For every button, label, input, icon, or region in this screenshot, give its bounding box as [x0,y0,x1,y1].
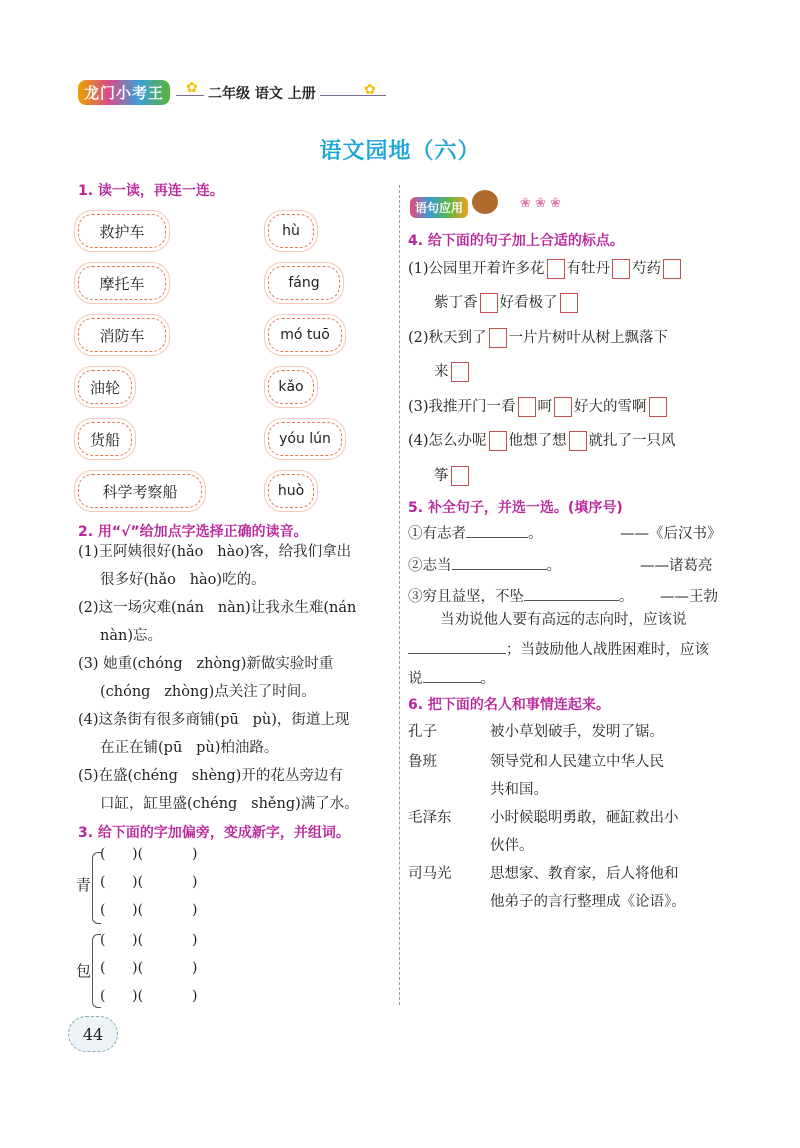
q5-source-1: ——《后汉书》 [620,526,722,542]
q5-item-3: ③穷且益坚，不坠 。 [408,589,634,605]
q5-source-3: ——王勃 [660,589,718,605]
page-title: 语文园地（六） [319,139,481,164]
q3-char-bao: 包 [76,962,92,980]
fill-blank[interactable] [452,569,547,570]
q5-para-2: ；当鼓励他人战胜困难时，应该 [408,636,709,664]
q1-pinyin-card[interactable]: hù [268,214,314,248]
q5-source-2: ——诸葛亮 [640,558,713,574]
q6-event[interactable]: 被小草划破手，发明了锯。 [490,724,664,740]
q5-item-1: ①有志者 。 [408,526,543,542]
q1-word-card[interactable]: 摩托车 [78,266,166,300]
q6-event[interactable]: 领导党和人民建立中华人民 [490,754,664,770]
q2-line: 很多好(hǎo hào)吃的。 [100,572,266,588]
q1-word-card[interactable]: 科学考察船 [78,474,202,508]
q1-word-card[interactable]: 油轮 [78,370,132,404]
q1-pinyin-card[interactable]: fáng [268,266,340,300]
q6-event[interactable]: 小时候聪明勇敢，砸缸救出小 [490,810,679,826]
answer-box[interactable] [612,259,630,279]
q3-fill-row[interactable]: ( )( ) [100,846,198,862]
answer-box[interactable] [451,466,469,486]
answer-box[interactable] [547,259,565,279]
q3-fill-row[interactable]: ( )( ) [100,874,198,890]
q2-heading: 2. 用“√”给加点字选择正确的读音。 [78,524,308,540]
q1-pinyin-card[interactable]: mó tuō [268,318,342,352]
q2-line: (chóng zhòng)点关注了时间。 [100,684,316,700]
q6-person[interactable]: 孔子 [408,724,437,740]
answer-box[interactable] [480,293,498,313]
q1-pinyin-card[interactable]: yóu lún [268,422,342,456]
q6-person[interactable]: 鲁班 [408,754,437,770]
answer-box[interactable] [663,259,681,279]
q4-line-4b: 筝 [434,462,471,490]
q5-para-1: 当劝说他人要有高远的志向时，应该说 [440,612,687,628]
q4-line-3: (3)我推开门一看 呵 好大的雪啊 [408,393,669,421]
answer-box[interactable] [569,431,587,451]
column-divider [399,185,400,1005]
answer-box[interactable] [451,362,469,382]
q5-heading: 5. 补全句子，并选一选。(填序号) [408,500,623,516]
q6-event[interactable]: 思想家、教育家，后人将他和 [490,866,679,882]
q3-fill-row[interactable]: ( )( ) [100,902,198,918]
q4-line-1: (1)公园里开着许多花 有牡丹 芍药 [408,255,683,283]
q3-fill-row[interactable]: ( )( ) [100,988,198,1004]
q3-fill-row[interactable]: ( )( ) [100,960,198,976]
brand-logo: 龙门小考王 [78,80,170,105]
q3-char-qing: 青 [76,876,92,894]
q5-item-2: ②志当 。 [408,558,561,574]
q1-pinyin-card[interactable]: kǎo [268,370,314,404]
q2-line: (5)在盛(chéng shèng)开的花丛旁边有 [78,768,343,784]
q2-line: (4)这条街有很多商铺(pū pù)，街道上现 [78,712,350,728]
butterfly-icon: ❀ ❀ ❀ [520,196,561,211]
answer-box[interactable] [649,397,667,417]
fill-blank[interactable] [524,600,619,601]
section-tag: 语句应用 [410,197,468,218]
fill-blank[interactable] [423,682,481,683]
bear-icon [472,190,498,214]
q4-line-2: (2)秋天到了 一片片树叶从树上飘落下 [408,330,669,346]
header-subtitle: 二年级 语文 上册 [204,83,320,103]
answer-box[interactable] [489,431,507,451]
q4-line-4: (4)怎么办呢 他想了想 就扎了一只风 [408,433,676,449]
answer-box[interactable] [560,293,578,313]
q3-fill-row[interactable]: ( )( ) [100,932,198,948]
q6-person[interactable]: 司马光 [408,866,452,882]
q6-event[interactable]: 共和国。 [490,782,548,798]
q1-word-card[interactable]: 货船 [78,422,132,456]
butterfly-icon: ✿ [364,82,376,98]
q6-event[interactable]: 伙伴。 [490,838,534,854]
butterfly-icon: ✿ [186,80,198,96]
page-number: 44 [68,1016,118,1052]
q2-line: (3) 她重(chóng zhòng)新做实验时重 [78,656,334,672]
fill-blank[interactable] [408,653,506,654]
fill-blank[interactable] [466,537,528,538]
q6-event[interactable]: 他弟子的言行整理成《论语》。 [490,894,686,910]
q3-heading: 3. 给下面的字加偏旁，变成新字，并组词。 [78,825,350,841]
q4-line-1b: 紫丁香 好看极了 [434,289,580,317]
answer-box[interactable] [518,397,536,417]
q1-word-card[interactable]: 消防车 [78,318,166,352]
q2-line: 在正在铺(pū pù)柏油路。 [100,740,279,756]
q4-line-2b: 来 [434,358,471,386]
q1-heading: 1. 读一读，再连一连。 [78,183,224,199]
answer-box[interactable] [489,328,507,348]
q2-line: nàn)忘。 [100,628,162,644]
q2-line: 口缸，缸里盛(chéng shěng)满了水。 [100,796,359,812]
q6-person[interactable]: 毛泽东 [408,810,452,826]
q5-para-3: 说 。 [408,671,495,687]
q1-pinyin-card[interactable]: huò [268,474,314,508]
q4-heading: 4. 给下面的句子加上合适的标点。 [408,233,624,249]
answer-box[interactable] [554,397,572,417]
q6-heading: 6. 把下面的名人和事情连起来。 [408,697,610,713]
q2-line: (2)这一场灾难(nán nàn)让我永生难(nán [78,600,357,616]
q1-word-card[interactable]: 救护车 [78,214,166,248]
q2-line: (1)王阿姨很好(hǎo hào)客，给我们拿出 [78,544,352,560]
